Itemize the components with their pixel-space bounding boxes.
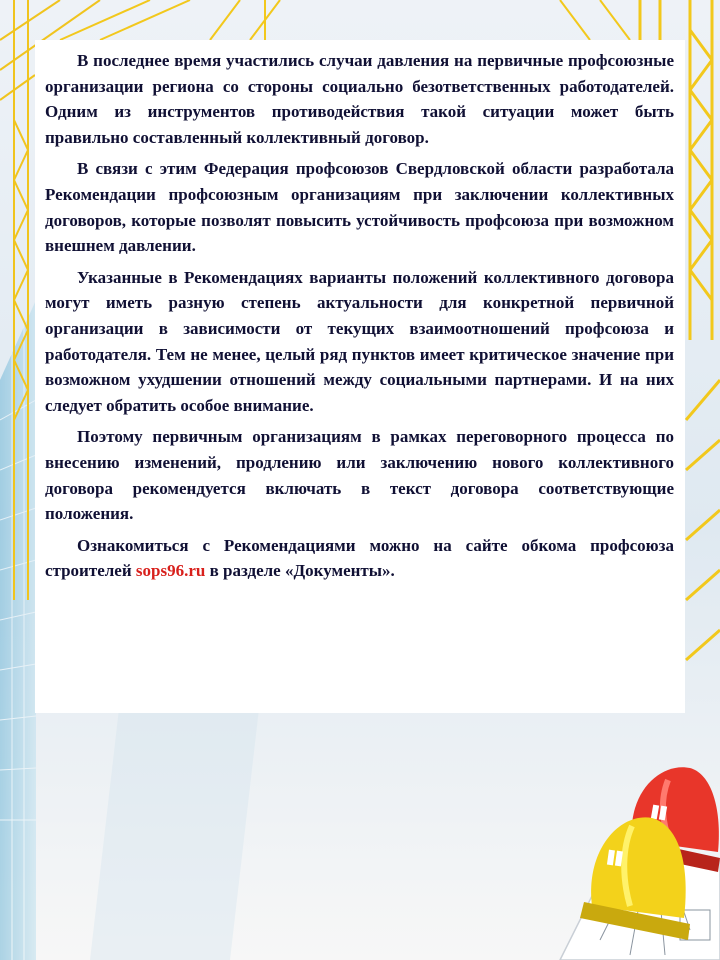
paragraph-5-text: Ознакомиться с Рекомендациями можно на сайте обкома профсоюза строителей — [45, 535, 674, 581]
text-panel — [35, 40, 685, 713]
paragraph-3: Указанные в Рекомендациях варианты положений коллективного договора могут иметь разную степень актуальности для конкретной первичной организации в зависимости от текущих взаимоотношений профсоюза и работодателя. Тем не менее, целый ряд пунктов имеет критическое значение при возможном ухудшении отношений между социальными партнерами. И на них следует обратить особое внимание. — [45, 267, 674, 415]
paragraph-5 — [45, 533, 674, 584]
paragraph-1: В последнее время участились случаи давления на первичные профсоюзные организации региона со стороны социально безответственных работодателей. Одним из инструментов противодействия такой ситуации может быть правильно составленный коллективный договор. — [45, 51, 674, 147]
paragraph-4: Поэтому первичным организациям в рамках переговорного процесса по внесению изменений, продлению или заключению нового коллективного договора рекомендуется включать в текст договора соответствующие положения. — [45, 427, 674, 524]
paragraph-5-tail: в разделе «Документы». — [205, 561, 395, 581]
site-link[interactable]: sops96.ru — [135, 561, 206, 581]
paragraph-2: В связи с этим Федерация профсоюзов Свердловской области разработала Рекомендации профсоюзным организациям при заключении коллективных договоров, которые позволят повысить устойчивость профсоюза при возможном внешнем давлении. — [45, 159, 674, 256]
